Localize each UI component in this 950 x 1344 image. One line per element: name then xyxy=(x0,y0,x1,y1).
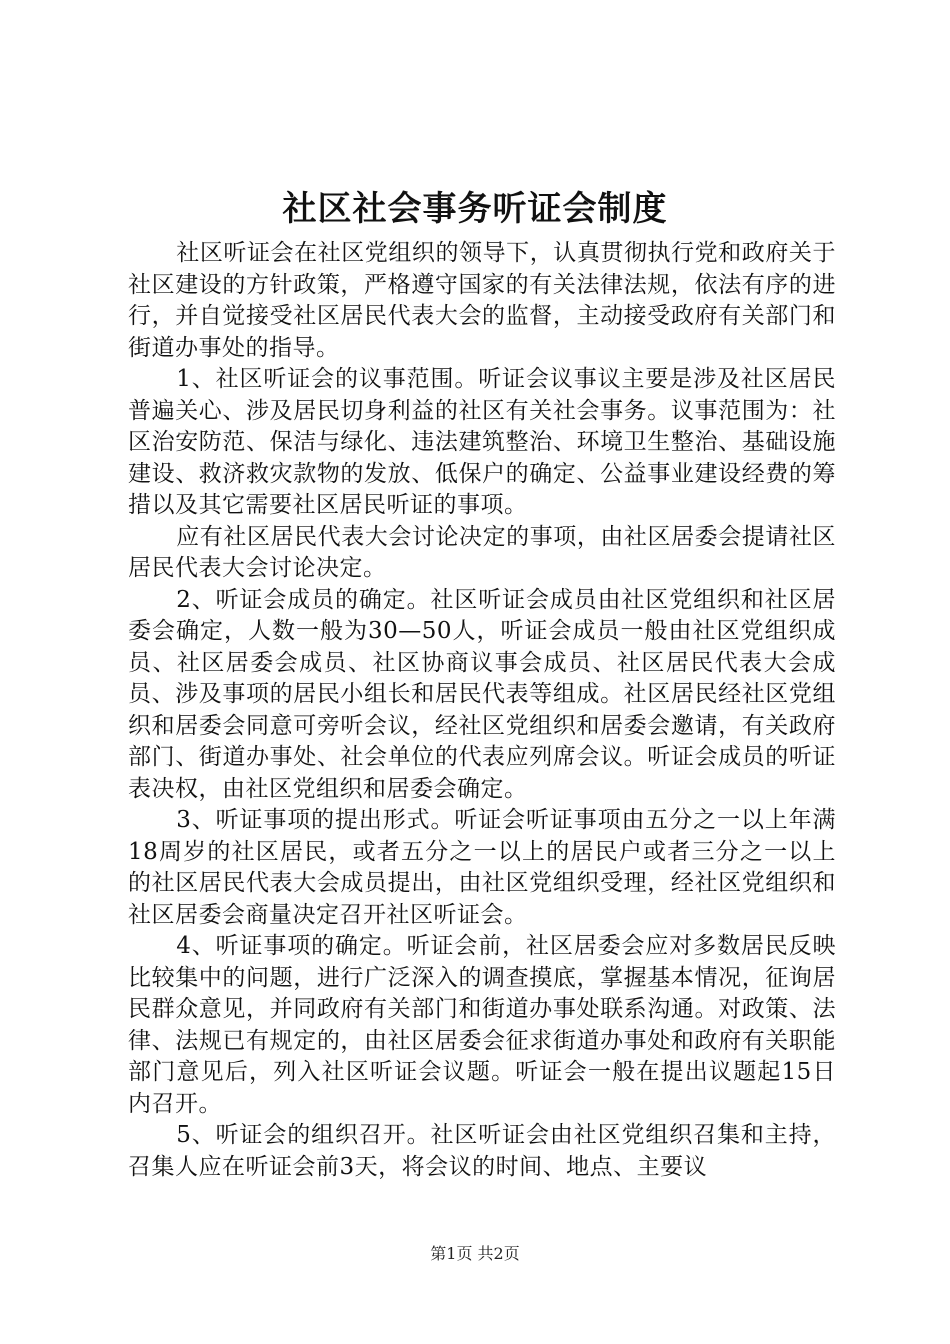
paragraph-organization: 5、听证会的组织召开。社区听证会由社区党组织召集和主持，召集人应在听证会前3天，将会议的时间、地点、主要议 xyxy=(128,1122,836,1180)
paragraph-intro: 社区听证会在社区党组织的领导下，认真贯彻执行党和政府关于社区建设的方针政策，严格遵守国家的有关法律法规，依法有序的进行，并自觉接受社区居民代表大会的监督，主动接受政府有关部门和街道办事处的指导。 xyxy=(128,240,836,361)
paragraph-members: 2、听证会成员的确定。社区听证会成员由社区党组织和社区居委会确定，人数一般为30—50人，听证会成员一般由社区党组织成员、社区居委会成员、社区协商议事会成员、社区居民代表大会成员、涉及事项的居民小组长和居民代表等组成。社区居民经社区党组织和居委会同意可旁听会议，经社区党组织和居委会邀请，有关政府部门、街道办事处、社会单位的代表应列席会议。听证会成员的听证表决权，由社区党组织和居委会确定。 xyxy=(128,586,836,802)
paragraph-proposal: 3、听证事项的提出形式。听证会听证事项由五分之一以上年满18周岁的社区居民，或者五分之一以上的居民户或者三分之一以上的社区居民代表大会成员提出，由社区党组织受理，经社区党组织和社区居委会商量决定召开社区听证会。 xyxy=(128,807,836,928)
document-body xyxy=(128,238,836,1183)
document-title: 社区社会事务听证会制度 xyxy=(282,189,668,229)
paragraph-scope-note: 应有社区居民代表大会讨论决定的事项，由社区居委会提请社区居民代表大会讨论决定。 xyxy=(128,523,836,581)
paragraph-determination: 4、听证事项的确定。听证会前，社区居委会应对多数居民反映比较集中的问题，进行广泛深入的调查摸底，掌握基本情况，征询居民群众意见，并同政府有关部门和街道办事处联系沟通。对政策、法律、法规已有规定的，由社区居委会征求街道办事处和政府有关职能部门意见后，列入社区听证会议题。听证会一般在提出议题起15日内召开。 xyxy=(128,933,836,1117)
paragraph-scope: 1、社区听证会的议事范围。听证会议事议主要是涉及社区居民普遍关心、涉及居民切身利益的社区有关社会事务。议事范围为：社区治安防范、保洁与绿化、违法建筑整治、环境卫生整治、基础设施建设、救济救灾款物的发放、低保户的确定、公益事业建设经费的筹措以及其它需要社区居民听证的事项。 xyxy=(128,366,836,518)
page-footer: 第1页 共2页 xyxy=(430,1244,520,1263)
